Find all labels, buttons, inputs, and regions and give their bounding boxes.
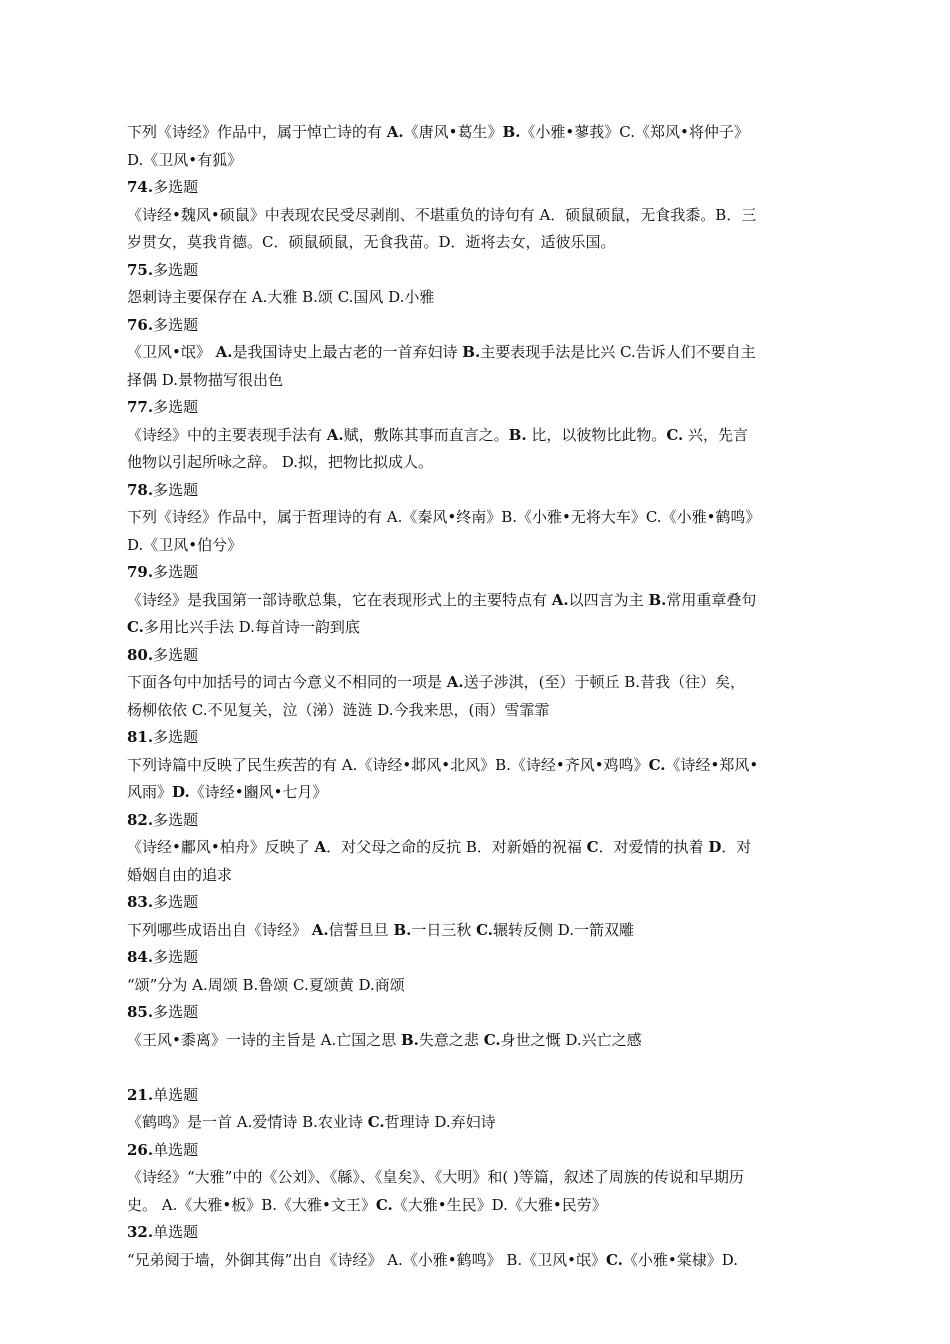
question-text-line [127,1027,827,1055]
text-segment: ．对爱情的执着 [598,838,709,856]
text-segment: 《诗经•鄘风•柏舟》反映了 [127,838,315,856]
bold-text-segment: 26. [127,1140,154,1159]
question-text-line [127,669,827,697]
text-segment: 多选题 [153,398,199,416]
bold-text-segment: C. [476,920,494,939]
question-text-line [127,779,827,807]
text-segment: 是我国诗史上最古老的一首弃妇诗 [232,343,463,361]
bold-text-segment: C. [375,1195,393,1214]
question-text-line [127,229,827,257]
bold-text-segment: 77. [127,398,154,416]
bold-text-segment: 32. [127,1223,154,1241]
question-text-line [127,587,827,615]
question-text-line [127,752,827,780]
question-text-line [127,532,827,560]
bold-text-segment: B. [462,343,481,361]
bold-text-segment: C. [666,425,684,444]
bold-text-segment: B. [648,590,667,609]
text-segment: 哲理诗 D.弃妇诗 [384,1113,496,1131]
bold-text-segment: A. [311,920,329,939]
question-header [127,394,827,422]
text-segment: 《王风•黍离》一诗的主旨是 A.亡国之思 [127,1030,401,1049]
question-header [127,807,827,835]
question-header [127,174,827,202]
question-text-line [127,1109,827,1137]
text-segment: 兴，先言 [683,425,749,444]
text-segment: 史。 A.《大雅•板》B.《大雅•文王》 [127,1195,376,1214]
text-segment: 婚姻自由的追求 [127,865,233,884]
question-header [127,312,827,340]
question-text-line [127,147,827,175]
text-segment: 《诗经》“大雅”中的《公刘》、《緜》、《皇矣》、《大明》和( )等篇，叙述了周族的传说和早期历 [127,1168,744,1186]
text-segment: 《诗经》是我国第一部诗歌总集，它在表现形式上的主要特点有 [127,590,552,609]
question-header [127,889,827,917]
bold-text-segment: 80. [127,645,154,664]
text-segment: 多选题 [153,645,199,664]
text-segment: 以四言为主 [568,590,649,609]
question-text-line [127,339,827,367]
blank-line [127,1054,827,1082]
bold-text-segment: C. [367,1113,385,1131]
text-segment: 失意之悲 [418,1030,484,1049]
question-header [127,559,827,587]
bold-text-segment: 78. [127,480,154,499]
question-header [127,944,827,972]
text-segment: 怨刺诗主要保存在 A.大雅 B.颂 C.国风 D.小雅 [127,288,435,306]
text-segment: 下列哪些成语出自《诗经》 [127,920,312,939]
bold-text-segment: A. [551,590,569,609]
question-header [127,1219,827,1247]
text-segment: 身世之慨 D.兴亡之感 [500,1030,642,1049]
document-body [127,119,827,1274]
question-text-line [127,449,827,477]
text-segment: 下列《诗经》作品中，属于悼亡诗的有 [127,123,387,141]
text-segment: 风雨》 [127,783,173,801]
text-segment: 《小雅•棠棣》D. [622,1250,738,1269]
text-segment: 杨柳依依 C.不见复关，泣（涕）涟涟 D.今我来思，(雨）雪霏霏 [127,700,550,719]
question-text-line [127,367,827,395]
bold-text-segment: C. [648,755,666,774]
text-segment: 多选题 [153,728,199,746]
question-text-line [127,119,827,147]
text-segment: 《卫风•氓》 [127,343,216,361]
question-text-line [127,917,827,945]
bold-text-segment: 74. [127,178,154,196]
bold-text-segment: C. [127,618,144,636]
text-segment: 下列《诗经》作品中，属于哲理诗的有 A.《秦风•终南》B.《小雅•无将大车》C.《小雅•鹤鸣》 [127,508,761,526]
text-segment: 多选题 [153,893,199,911]
bold-text-segment: 84. [127,948,154,966]
text-segment: 多选题 [153,315,199,334]
text-segment: 常用重章叠句 [666,590,757,609]
text-segment: ．对 [721,838,752,856]
text-segment: D.《卫风•有狐》 [127,150,243,169]
question-text-line [127,614,827,642]
bold-text-segment: 81. [127,728,154,746]
text-segment: 下列诗篇中反映了民生疾苦的有 A.《诗经•邶风•北风》B.《诗经•齐风•鸡鸣》 [127,755,649,774]
text-segment: 多选题 [153,178,199,196]
bold-text-segment: A. [386,123,404,141]
text-segment: 信誓旦旦 [328,920,394,939]
bold-text-segment: A. [446,673,464,691]
question-text-line [127,504,827,532]
text-segment: 《小雅•蓼莪》C.《郑风•将仲子》 [520,123,749,141]
question-header [127,1137,827,1165]
bold-text-segment: A [314,838,327,856]
text-segment: 单选题 [153,1223,199,1241]
text-segment: 送子涉淇，(至）于顿丘 B.昔我（往）矣， [463,673,746,691]
text-segment: “颂”分为 A.周颂 B.鲁颂 C.夏颂黄 D.商颂 [127,975,405,994]
text-segment: ．对父母之命的反抗 B．对新婚的祝福 [326,838,587,856]
text-segment: 单选题 [153,1085,199,1104]
bold-text-segment: A. [215,343,233,361]
text-segment: 下面各句中加括号的词古今意义不相同的一项是 [127,673,447,691]
text-segment: 择偶 D.景物描写很出色 [127,370,284,389]
question-header [127,257,827,285]
bold-text-segment: 85. [127,1003,154,1021]
question-header [127,642,827,670]
question-text-line [127,1192,827,1220]
text-segment: 赋，敷陈其事而直言之。 [343,425,509,444]
bold-text-segment: B. [508,425,527,444]
bold-text-segment: C. [483,1030,501,1049]
bold-text-segment: B. [393,920,412,939]
text-segment: 多选题 [153,260,199,279]
text-segment: 《诗经•豳风•七月》 [189,783,328,801]
text-segment: 《唐风•葛生》 [403,123,503,141]
bold-text-segment: 79. [127,563,154,581]
text-segment: 多用比兴手法 D.每首诗一韵到底 [143,618,360,636]
bold-text-segment: 83. [127,893,154,911]
text-segment: 多选题 [153,480,199,499]
question-text-line [127,972,827,1000]
text-segment: 《鹤鸣》是一首 A.爱情诗 B.农业诗 [127,1113,368,1131]
bold-text-segment: 21. [127,1085,154,1104]
bold-text-segment: 82. [127,810,154,829]
text-segment: 单选题 [153,1140,199,1159]
question-text-line [127,862,827,890]
text-segment: 他物以引起所咏之辞。 D.拟，把物比拟成人。 [127,453,434,471]
text-segment: 《诗经•郑风• [665,755,759,774]
text-segment: 多选题 [153,563,199,581]
text-segment: 比，以彼物比此物。 [526,425,667,444]
bold-text-segment: C. [605,1250,623,1269]
text-segment: 一日三秋 [411,920,477,939]
text-segment: 多选题 [153,810,199,829]
question-text-line [127,1164,827,1192]
bold-text-segment: 76. [127,315,154,334]
question-text-line [127,1247,827,1275]
question-header [127,477,827,505]
text-segment: 《诗经•魏风•硕鼠》中表现农民受尽剥削、不堪重负的诗句有 A．硕鼠硕鼠，无食我黍。B．三 [127,205,757,224]
question-text-line [127,202,827,230]
text-segment: “兄弟阋于墙，外御其侮”出自《诗经》 A.《小雅•鹤鸣》 B.《卫风•氓》 [127,1250,606,1269]
question-header [127,724,827,752]
text-segment: 主要表现手法是比兴 C.告诉人们不要自主 [480,343,756,361]
text-segment: 《诗经》中的主要表现手法有 [127,425,327,444]
bold-text-segment: 75. [127,260,154,279]
question-text-line [127,422,827,450]
bold-text-segment: C [586,838,599,856]
bold-text-segment: D [708,838,722,856]
question-header [127,999,827,1027]
text-segment: 岁贯女，莫我肯德。C．硕鼠硕鼠，无食我苗。D．逝将去女，适彼乐国。 [127,233,616,251]
text-segment: 多选题 [153,948,199,966]
text-segment: 多选题 [153,1003,199,1021]
bold-text-segment: A. [326,425,344,444]
bold-text-segment: B. [502,123,521,141]
bold-text-segment: B. [401,1030,419,1049]
question-text-line [127,284,827,312]
text-segment: 《大雅•生民》D.《大雅•民劳》 [392,1195,607,1214]
bold-text-segment: D. [172,783,190,801]
question-text-line [127,834,827,862]
question-header [127,1082,827,1110]
text-segment: D.《卫风•伯兮》 [127,535,243,554]
question-text-line [127,697,827,725]
text-segment: 辗转反侧 D.一箭双雕 [493,920,635,939]
